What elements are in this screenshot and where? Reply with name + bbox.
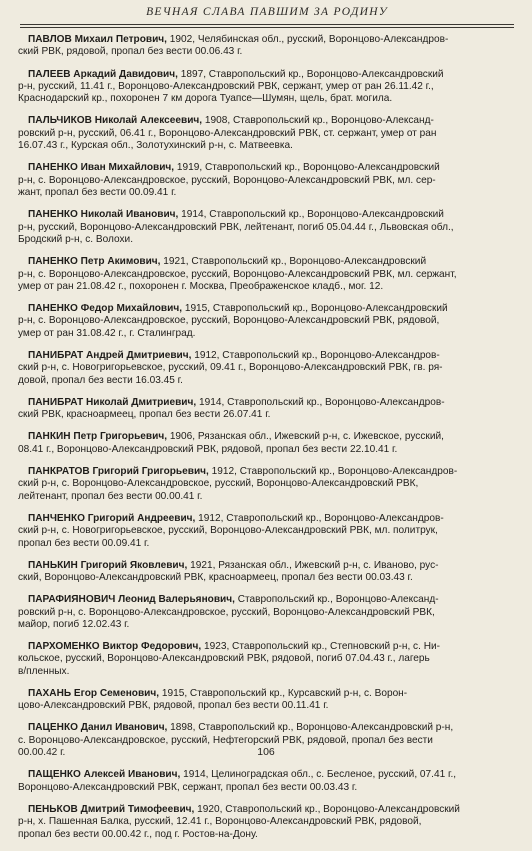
entry-line: ровский р-н, с. Воронцово-Александровское, русский, Воронцово-Александровский РВК, bbox=[18, 606, 435, 618]
entry-first-line bbox=[18, 162, 516, 174]
entry-text: 1897, Ставропольский кр., Воронцово-Александровский bbox=[180, 68, 444, 80]
list-item bbox=[18, 397, 516, 422]
list-item bbox=[18, 466, 516, 503]
person-name: ПАЛЕЕВ Аркадий Давидович, bbox=[28, 68, 178, 80]
entries-list bbox=[18, 34, 516, 851]
list-item bbox=[18, 350, 516, 387]
entry-first-line bbox=[18, 769, 516, 781]
entry-line: кольское, русский, Воронцово-Александровский РВК, рядовой, погиб 07.04.43 г., лагерь bbox=[18, 653, 430, 665]
entry-line: ский РВК, красноармеец, пропал без вести 26.07.41 г. bbox=[18, 409, 271, 421]
entry-first-line bbox=[18, 641, 516, 653]
entry-first-line bbox=[18, 303, 516, 315]
entry-line: цово-Александровский РВК, рядовой, пропал без вести 00.11.41 г. bbox=[18, 700, 329, 712]
entry-line: Бродский р-н, с. Волохи. bbox=[18, 234, 133, 246]
list-item bbox=[18, 162, 516, 199]
entry-first-line bbox=[18, 804, 516, 816]
entry-line: ский РВК, рядовой, пропал без вести 00.06.43 г. bbox=[18, 46, 243, 58]
list-item bbox=[18, 513, 516, 550]
entry-line: 08.41 г., Воронцово-Александровский РВК, рядовой, пропал без вести 22.10.41 г. bbox=[18, 443, 398, 455]
list-item bbox=[18, 688, 516, 713]
person-name: ПАНЕНКО Николай Иванович, bbox=[28, 209, 179, 221]
entry-line: р-н, русский, 11.41 г., Воронцово-Александровский РВК, сержант, умер от ран 26.11.42 г., bbox=[18, 80, 434, 92]
entry-text: 1921, Рязанская обл., Ижевский р-н, с. Иваново, рус- bbox=[190, 559, 439, 571]
entry-line: ровский р-н, русский, 06.41 г., Воронцово-Александровский РВК, ст. сержант, умер от ран bbox=[18, 127, 437, 139]
list-item bbox=[18, 34, 516, 59]
entry-text: 1912, Ставропольский кр., Воронцово-Александров- bbox=[194, 349, 440, 361]
list-item bbox=[18, 303, 516, 340]
entry-first-line bbox=[18, 115, 516, 127]
entry-text: 1921, Ставропольский кр., Воронцово-Александровский bbox=[163, 256, 427, 268]
entry-line: 16.07.43 г., Курская обл., Золотухинский р-н, с. Матвеевка. bbox=[18, 140, 293, 152]
list-item bbox=[18, 209, 516, 246]
entry-first-line bbox=[18, 69, 516, 81]
entry-line: ский, Воронцово-Александровский РВК, красноармеец, пропал без вести 00.03.43 г. bbox=[18, 572, 413, 584]
list-item bbox=[18, 804, 516, 841]
list-item bbox=[18, 431, 516, 456]
list-item bbox=[18, 641, 516, 678]
entry-line: ский р-н, с. Воронцово-Александровское, русский, Воронцово-Александровский РВК, bbox=[18, 478, 419, 490]
entry-line: лейтенант, пропал без вести 00.00.41 г. bbox=[18, 490, 203, 502]
entry-text: 1914, Ставропольский кр., Воронцово-Александровский bbox=[181, 209, 444, 221]
entry-first-line bbox=[18, 513, 516, 525]
entry-line: с. Воронцово-Александровское, русский, Нефтегорский РВК, рядовой, пропал без вести bbox=[18, 734, 433, 746]
person-name: ПАНИБРАТ Николай Дмитриевич, bbox=[28, 396, 197, 408]
person-name: ПАНЕНКО Иван Михайлович, bbox=[28, 162, 175, 174]
entry-line: умер от ран 21.08.42 г., похоронен г. Москва, Преображенское кладб., мог. 12. bbox=[18, 280, 384, 292]
header-rule-bottom bbox=[20, 27, 514, 28]
entry-first-line bbox=[18, 560, 516, 572]
person-name: ПАНКРАТОВ Григорий Григорьевич, bbox=[28, 465, 209, 477]
person-name: ПАРХОМЕНКО Виктор Федорович, bbox=[28, 641, 202, 653]
entry-first-line bbox=[18, 688, 516, 700]
entry-first-line bbox=[18, 431, 516, 443]
entry-text: 1923, Ставропольский кр., Степновский р-н, с. Ни- bbox=[203, 641, 441, 653]
entry-line: 00.00.42 г. bbox=[18, 747, 66, 759]
entry-first-line bbox=[18, 397, 516, 409]
entry-first-line bbox=[18, 34, 516, 46]
entry-line: Воронцово-Александровский РВК, сержант, пропал без вести 00.03.43 г. bbox=[18, 781, 358, 793]
person-name: ПЕНЬКОВ Дмитрий Тимофеевич, bbox=[28, 803, 195, 815]
person-name: ПАЩЕНКО Алексей Иванович, bbox=[28, 769, 181, 781]
entry-line: пропал без вести 00.09.41 г. bbox=[18, 537, 150, 549]
entry-text: Ставропольский кр., Воронцово-Александ- bbox=[237, 594, 439, 606]
entry-text: 1912, Ставропольский кр., Воронцово-Александров- bbox=[198, 512, 444, 524]
person-name: ПАНИБРАТ Андрей Дмитриевич, bbox=[28, 349, 192, 361]
list-item bbox=[18, 69, 516, 106]
entry-text: 1902, Челябинская обл., русский, Воронцово-Александров- bbox=[169, 34, 449, 45]
entry-text: 1914, Ставропольский кр., Воронцово-Александров- bbox=[199, 396, 445, 408]
entry-text: 1920, Ставропольский кр., Воронцово-Александровский bbox=[197, 803, 460, 815]
list-item bbox=[18, 594, 516, 631]
entry-line: умер от ран 31.08.42 г., г. Сталинград. bbox=[18, 327, 196, 339]
entry-first-line bbox=[18, 594, 516, 606]
person-name: ПАНЕНКО Федор Михайлович, bbox=[28, 303, 183, 315]
running-header: ВЕЧНАЯ СЛАВА ПАВШИМ ЗА РОДИНУ bbox=[146, 6, 388, 18]
list-item bbox=[18, 769, 516, 794]
list-item bbox=[18, 115, 516, 152]
person-name: ПАНЬКИН Григорий Яковлевич, bbox=[28, 559, 188, 571]
entry-first-line bbox=[18, 256, 516, 268]
person-name: ПАВЛОВ Михаил Петрович, bbox=[28, 34, 167, 45]
entry-line: пропал без вести 00.00.42 г., под г. Ростов-на-Дону. bbox=[18, 828, 258, 840]
entry-text: 1919, Ставропольский кр., Воронцово-Александровский bbox=[176, 162, 440, 174]
person-name: ПАЦЕНКО Данил Иванович, bbox=[28, 722, 168, 734]
entry-line: жант, пропал без вести 00.09.41 г. bbox=[18, 187, 177, 199]
entry-text: 1915, Ставропольский кр., Воронцово-Александровский bbox=[184, 303, 448, 315]
entry-line: р-н, х. Пашенная Балка, русский, 12.41 г., Воронцово-Александровский РВК, рядовой, bbox=[18, 816, 422, 828]
entry-text: 1915, Ставропольский кр., Курсавский р-н, с. Ворон- bbox=[161, 687, 408, 699]
entry-line: Краснодарский кр., похоронен 7 км дорога Туапсе—Шумян, щель, брат. могила. bbox=[18, 93, 393, 105]
person-name: ПАРАФИЯНОВИЧ Леонид Валерьянович, bbox=[28, 594, 235, 606]
entry-line: ский р-н, с. Новогригорьевское, русский, 09.41 г., Воронцово-Александровский РВК, гв. ря- bbox=[18, 362, 443, 374]
person-name: ПАНЧЕНКО Григорий Андреевич, bbox=[28, 512, 196, 524]
page-number: 106 bbox=[257, 746, 275, 758]
entry-first-line bbox=[18, 466, 516, 478]
entry-text: 1906, Рязанская обл., Ижевский р-н, с. Ижевское, русский, bbox=[169, 431, 444, 443]
person-name: ПАЛЬЧИКОВ Николай Алексеевич, bbox=[28, 115, 203, 127]
person-name: ПАНЕНКО Петр Акимович, bbox=[28, 256, 161, 268]
entry-line: р-н, с. Воронцово-Александровское, русский, Воронцово-Александровский РВК, мл. сер- bbox=[18, 174, 436, 186]
entry-line: р-н, с. Воронцово-Александровское, русский, Воронцово-Александровский РВК, рядовой, bbox=[18, 315, 440, 327]
entry-line: майор, погиб 12.02.43 г. bbox=[18, 618, 130, 630]
entry-line: ский р-н, с. Новогригорьевское, русский, Воронцово-Александровский РВК, мл. политрук, bbox=[18, 525, 438, 537]
person-name: ПАХАНЬ Егор Семенович, bbox=[28, 687, 160, 699]
entry-text: 1898, Ставропольский кр., Воронцово-Александровский р-н, bbox=[170, 722, 454, 734]
entry-first-line bbox=[18, 350, 516, 362]
entry-text: 1912, Ставропольский кр., Воронцово-Александров- bbox=[211, 465, 458, 477]
list-item bbox=[18, 560, 516, 585]
entry-first-line bbox=[18, 722, 516, 734]
list-item bbox=[18, 256, 516, 293]
person-name: ПАНКИН Петр Григорьевич, bbox=[28, 431, 167, 443]
entry-line: р-н, с. Воронцово-Александровское, русский, Воронцово-Александровский РВК, мл. сержант, bbox=[18, 268, 457, 280]
entry-line: довой, пропал без вести 16.03.45 г. bbox=[18, 374, 183, 386]
entry-line: в/пленных. bbox=[18, 665, 70, 677]
entry-first-line bbox=[18, 209, 516, 221]
header-rule-top bbox=[20, 24, 514, 25]
entry-line: р-н, русский, Воронцово-Александровский РВК, лейтенант, погиб 05.04.44 г., Львовская обл., bbox=[18, 221, 454, 233]
entry-text: 1914, Целиноградская обл., с. Бесленое, русский, 07.41 г., bbox=[183, 769, 457, 781]
entry-text: 1908, Ставропольский кр., Воронцово-Александ- bbox=[204, 115, 434, 127]
